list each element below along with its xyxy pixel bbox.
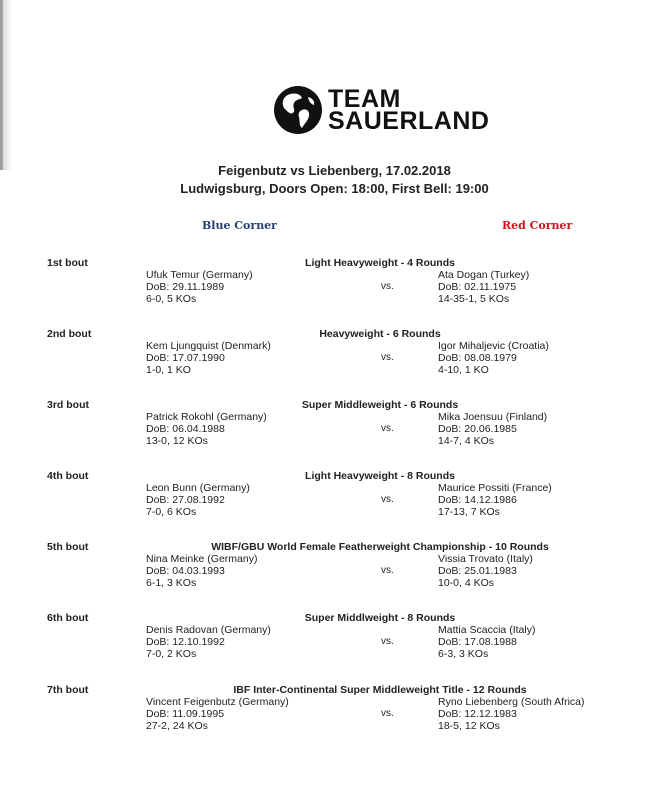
red-corner-fighter bbox=[438, 482, 552, 518]
fighter-dob: DoB: 20.06.1985 bbox=[438, 423, 517, 435]
event-title: Feigenbutz vs Liebenberg, 17.02.2018 bbox=[218, 163, 451, 178]
fighter-name: Denis Radovan (Germany) bbox=[146, 624, 271, 636]
vs-label: vs. bbox=[381, 708, 394, 719]
bout-number: 1st bout bbox=[47, 257, 88, 269]
bout-weight-class: Heavyweight - 6 Rounds bbox=[319, 328, 441, 340]
fighter-dob: DoB: 12.10.1992 bbox=[146, 636, 225, 648]
fighter-record: 17-13, 7 KOs bbox=[438, 506, 500, 518]
globe-icon bbox=[272, 84, 324, 136]
red-corner-heading: Red Corner bbox=[502, 219, 573, 232]
bout-weight-class: IBF Inter-Continental Super Middleweight Title - 12 Rounds bbox=[233, 684, 527, 696]
fighter-record: 6-1, 3 KOs bbox=[146, 577, 197, 589]
vs-label: vs. bbox=[381, 636, 394, 647]
fighter-name: Ufuk Temur (Germany) bbox=[146, 269, 253, 281]
red-corner-fighter bbox=[438, 624, 535, 660]
red-corner-fighter bbox=[438, 269, 529, 305]
fighter-name: Ata Dogan (Turkey) bbox=[438, 269, 530, 281]
vs-label: vs. bbox=[381, 565, 394, 576]
vs-label: vs. bbox=[381, 494, 394, 505]
fighter-dob: DoB: 29.11.1989 bbox=[146, 281, 225, 293]
logo-line-sauerland: SAUERLAND bbox=[328, 107, 490, 135]
fighter-record: 6-3, 3 KOs bbox=[438, 648, 489, 660]
vs-label: vs. bbox=[381, 423, 394, 434]
fighter-dob: DoB: 17.08.1988 bbox=[438, 636, 517, 648]
team-sauerland-logo bbox=[272, 82, 489, 138]
fighter-record: 4-10, 1 KO bbox=[438, 364, 489, 376]
fighter-record: 7-0, 2 KOs bbox=[146, 648, 197, 660]
bout-weight-class: Light Heavyweight - 8 Rounds bbox=[305, 470, 455, 482]
bout-weight-class: Super Middleweight - 6 Rounds bbox=[301, 399, 459, 411]
red-corner-fighter bbox=[438, 340, 549, 376]
fighter-record: 14-7, 4 KOs bbox=[438, 435, 495, 447]
fighter-name: Patrick Rokohl (Germany) bbox=[146, 411, 267, 423]
fighter-name: Maurice Possiti (France) bbox=[438, 482, 552, 494]
fighter-name: Leon Bunn (Germany) bbox=[146, 482, 250, 494]
bout-number: 3rd bout bbox=[47, 399, 89, 411]
fighter-dob: DoB: 12.12.1983 bbox=[438, 708, 517, 720]
event-details: Ludwigsburg, Doors Open: 18:00, First Bell: 19:00 bbox=[180, 181, 489, 196]
vs-label: vs. bbox=[381, 281, 394, 292]
fighter-dob: DoB: 11.09.1995 bbox=[146, 708, 225, 720]
fighter-dob: DoB: 04.03.1993 bbox=[146, 565, 225, 577]
fighter-name: Vincent Feigenbutz (Germany) bbox=[146, 696, 289, 708]
fighter-name: Mattia Scaccia (Italy) bbox=[438, 624, 536, 636]
fighter-dob: DoB: 27.08.1992 bbox=[146, 494, 225, 506]
fighter-dob: DoB: 08.08.1979 bbox=[438, 352, 517, 364]
blue-corner-fighter bbox=[146, 553, 257, 589]
fighter-dob: DoB: 25.01.1983 bbox=[438, 565, 517, 577]
fighter-name: Nina Meinke (Germany) bbox=[146, 553, 258, 565]
fighter-name: Kem Ljungquist (Denmark) bbox=[146, 340, 271, 352]
fighter-dob: DoB: 17.07.1990 bbox=[146, 352, 225, 364]
fighter-record: 18-5, 12 KOs bbox=[438, 720, 500, 732]
fighter-name: Mika Joensuu (Finland) bbox=[438, 411, 548, 423]
logo-text bbox=[328, 85, 490, 135]
blue-corner-fighter bbox=[146, 624, 271, 660]
bout-number: 6th bout bbox=[47, 612, 89, 624]
blue-corner-fighter bbox=[146, 269, 253, 305]
red-corner-fighter bbox=[438, 696, 585, 732]
bout-number: 7th bout bbox=[47, 684, 89, 696]
fighter-dob: DoB: 02.11.1975 bbox=[438, 281, 517, 293]
bout-weight-class: Super Middlweight - 8 Rounds bbox=[304, 612, 456, 624]
fighter-name: Vissia Trovato (Italy) bbox=[438, 553, 533, 565]
fighter-dob: DoB: 14.12.1986 bbox=[438, 494, 517, 506]
bout-number: 2nd bout bbox=[47, 328, 92, 340]
page-fold-line bbox=[0, 0, 3, 170]
blue-corner-fighter bbox=[146, 411, 267, 447]
fighter-record: 13-0, 12 KOs bbox=[146, 435, 208, 447]
fighter-record: 1-0, 1 KO bbox=[146, 364, 191, 376]
red-corner-fighter bbox=[438, 411, 547, 447]
blue-corner-fighter bbox=[146, 482, 250, 518]
bout-number: 4th bout bbox=[47, 470, 89, 482]
fighter-dob: DoB: 06.04.1988 bbox=[146, 423, 225, 435]
fighter-record: 14-35-1, 5 KOs bbox=[438, 293, 510, 305]
vs-label: vs. bbox=[381, 352, 394, 363]
fighter-record: 7-0, 6 KOs bbox=[146, 506, 197, 518]
bout-weight-class: WIBF/GBU World Female Featherweight Championship - 10 Rounds bbox=[211, 541, 549, 553]
fighter-name: Ryno Liebenberg (South Africa) bbox=[438, 696, 585, 708]
blue-corner-heading: Blue Corner bbox=[202, 219, 277, 232]
fighter-name: Igor Mihaljevic (Croatia) bbox=[438, 340, 549, 352]
logo-line-team: TEAM bbox=[328, 85, 401, 113]
red-corner-fighter bbox=[438, 553, 533, 589]
fighter-record: 27-2, 24 KOs bbox=[146, 720, 208, 732]
blue-corner-fighter bbox=[146, 696, 289, 732]
bout-number: 5th bout bbox=[47, 541, 89, 553]
fighter-record: 6-0, 5 KOs bbox=[146, 293, 197, 305]
fighter-record: 10-0, 4 KOs bbox=[438, 577, 495, 589]
bout-weight-class: Light Heavyweight - 4 Rounds bbox=[305, 257, 455, 269]
blue-corner-fighter bbox=[146, 340, 271, 376]
